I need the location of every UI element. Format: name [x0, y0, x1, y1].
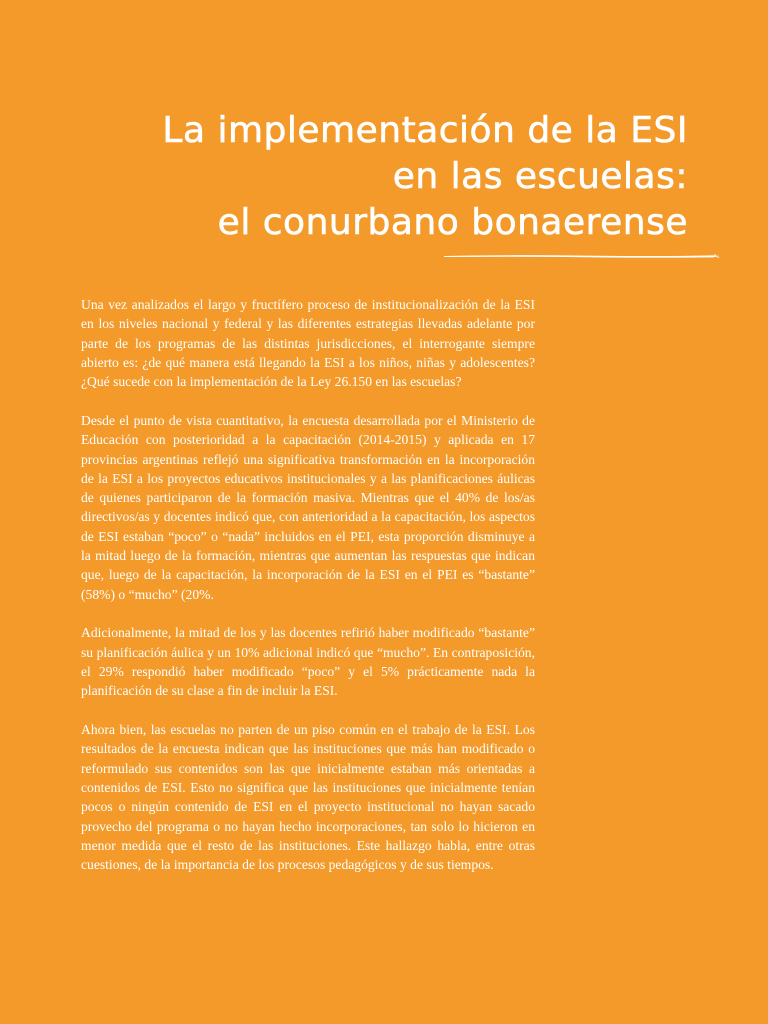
body-text — [81, 295, 535, 894]
paragraph: Ahora bien, las escuelas no parten de un piso común en el trabajo de la ESI. Los resultados de la encuesta indican que las instituciones que más han modificado o reformulado sus contenidos son las que inicialmente estaban más orientadas a contenidos de ESI. Esto no significa que las instituciones que inicialmente tenían pocos o ningún contenido de ESI en el proyecto institucional no hayan sacado provecho del programa o no hayan hecho incorporaciones, tan solo lo hicieron en menor medida que el resto de las instituciones. Este hallazgo habla, entre otras cuestiones, de la importancia de los procesos pedagógicos y de sus tiempos. — [81, 722, 535, 873]
title-line-2: en las escuelas: — [392, 156, 688, 197]
title-underline — [443, 253, 721, 259]
page-title — [162, 108, 688, 246]
title-line-1: La implementación de la ESI — [162, 110, 688, 151]
paragraph: Una vez analizados el largo y fructífero proceso de institucionalización de la ESI en los niveles nacional y federal y las diferentes estrategias llevadas adelante por parte de los programas de las distintas jurisdicciones, el interrogante siempre abierto es: ¿de qué manera está llegando la ESI a los niños, niñas y adolescentes? ¿Qué sucede con la implementación de la Ley 26.150 en las escuelas? — [81, 297, 535, 390]
paragraph: Adicionalmente, la mitad de los y las docentes refirió haber modificado “bastante” su planificación áulica y un 10% adicional indicó que “mucho”. En contraposición, el 29% respondió haber modificado “poco” y el 5% prácticamente nada la planificación de su clase a fin de incluir la ESI. — [81, 625, 535, 699]
paragraph: Desde el punto de vista cuantitativo, la encuesta desarrollada por el Ministerio de Educación con posterioridad a la capacitación (2014-2015) y aplicada en 17 provincias argentinas reflejó una significativa transformación en la incorporación de la ESI a los proyectos educativos institucionales y a las planificaciones áulicas de quienes participaron de la formación masiva. Mientras que el 40% de los/as directivos/as y docentes indicó que, con anterioridad a la capacitación, los aspectos de ESI estaban “poco” o “nada” incluidos en el PEI, esta proporción disminuye a la mitad luego de la formación, mientras que aumentan las respuestas que indican que, luego de la capacitación, la incorporación de la ESI en el PEI es “bastante” (58%) o “mucho” (20%. — [81, 412, 535, 602]
title-line-3: el conurbano bonaerense — [217, 202, 688, 243]
